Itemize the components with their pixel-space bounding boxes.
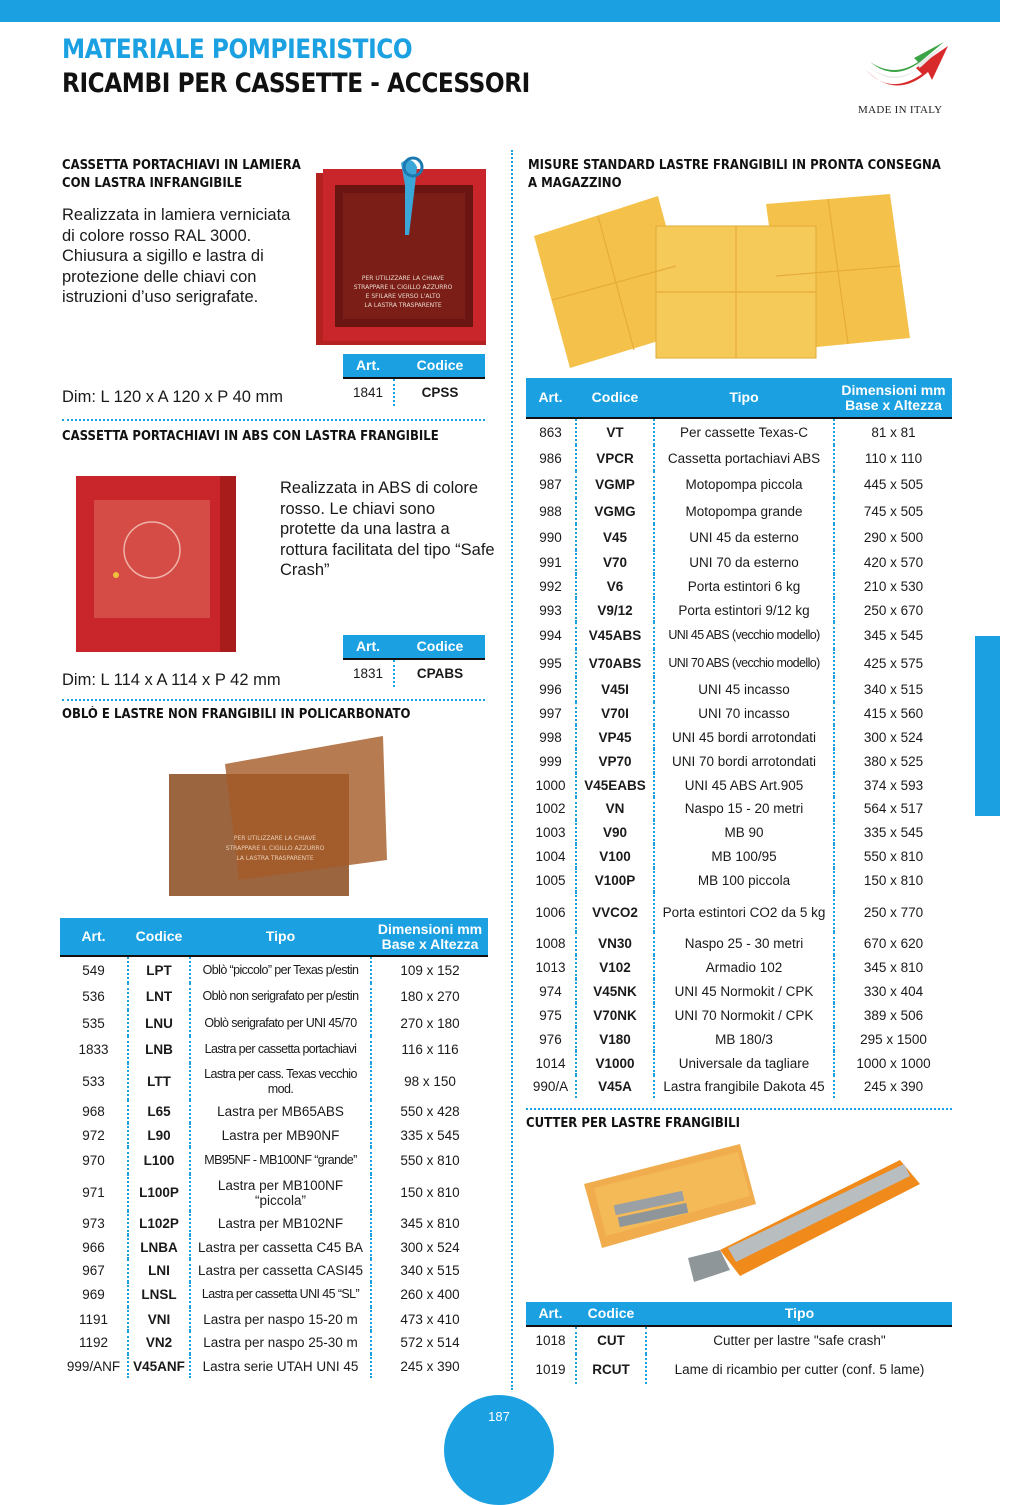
cell-dimensioni: 425 x 575 bbox=[834, 649, 952, 677]
cell-codice: LNT bbox=[128, 983, 190, 1010]
table-row bbox=[526, 979, 952, 1003]
col-header-tipo: Tipo bbox=[190, 918, 371, 956]
svg-text:STRAPPARE IL CIGILLO AZZURRO: STRAPPARE IL CIGILLO AZZURRO bbox=[225, 845, 325, 852]
cell-art: 1013 bbox=[535, 959, 566, 975]
cell-tipo: Lastra per MB90NF bbox=[190, 1123, 371, 1147]
section-title-polycarbonate: OBLÒ E LASTRE NON FRANGIBILI IN POLICARBONATO bbox=[62, 707, 411, 722]
metal-keybox-dimensions: Dim: L 120 x A 120 x P 40 mm bbox=[62, 388, 284, 406]
table-row bbox=[526, 1075, 952, 1098]
section-title-line: CASSETTA PORTACHIAVI IN LAMIERA bbox=[62, 158, 301, 173]
svg-text:PER UTILIZZARE LA CHIAVE: PER UTILIZZARE LA CHIAVE bbox=[233, 835, 317, 842]
cell-art: 1002 bbox=[535, 801, 566, 816]
cell-tipo: Porta estintori 6 kg bbox=[654, 574, 834, 598]
cell-tipo: Lastra serie UTAH UNI 45 bbox=[190, 1354, 371, 1378]
cell-dimensioni: 1000 x 1000 bbox=[834, 1051, 952, 1075]
table-row bbox=[60, 1123, 488, 1147]
cell-dimensioni: 150 x 810 bbox=[371, 1174, 488, 1211]
cell-codice: V180 bbox=[576, 1027, 654, 1051]
section-title-cutter: CUTTER PER LASTRE FRANGIBILI bbox=[526, 1116, 740, 1131]
cell-art: 1000 bbox=[535, 777, 566, 793]
cell-dimensioni: 473 x 410 bbox=[371, 1307, 488, 1331]
cell-dimensioni: 116 x 116 bbox=[371, 1036, 488, 1063]
section-title-line: CON LASTRA INFRANGIBILE bbox=[62, 176, 243, 191]
cell-art: 992 bbox=[539, 578, 562, 594]
cell-dimensioni: 330 x 404 bbox=[834, 979, 952, 1003]
cell-tipo: Lastra per cassetta CASI45 bbox=[190, 1259, 371, 1282]
table-row bbox=[526, 524, 952, 550]
cell-codice: V100 bbox=[576, 844, 654, 868]
page-category-title: MATERIALE POMPIERISTICO bbox=[62, 34, 413, 65]
cell-tipo: UNI 70 da esterno bbox=[654, 550, 834, 574]
cell-tipo: Lastra per MB102NF bbox=[190, 1211, 371, 1235]
cell-art: 971 bbox=[82, 1185, 105, 1200]
metal-keybox-image bbox=[313, 155, 488, 350]
col-header-tipo: Tipo bbox=[654, 378, 834, 418]
cell-tipo: Lastra per cassetta UNI 45 “SL” bbox=[190, 1282, 371, 1307]
cell-codice: L102P bbox=[128, 1211, 190, 1235]
cell-dimensioni: 245 x 390 bbox=[834, 1075, 952, 1098]
cell-art: 990 bbox=[539, 529, 562, 545]
table-row bbox=[343, 378, 485, 406]
section-title-frangible-plates bbox=[528, 157, 941, 193]
cutter-table bbox=[526, 1302, 952, 1384]
cell-dimensioni: 380 x 525 bbox=[834, 749, 952, 773]
table-row bbox=[526, 932, 952, 955]
cell-art: 993 bbox=[539, 602, 562, 618]
cell-dimensioni: 340 x 515 bbox=[371, 1259, 488, 1282]
cell-tipo: Lastra per naspo 25-30 m bbox=[190, 1331, 371, 1354]
cell-codice: V70I bbox=[576, 702, 654, 725]
col-header-codice: Codice bbox=[576, 378, 654, 418]
cell-dimensioni: 564 x 517 bbox=[834, 797, 952, 820]
cell-codice: V45A bbox=[576, 1075, 654, 1098]
cell-dimensioni: 745 x 505 bbox=[834, 498, 952, 524]
table-row bbox=[526, 1051, 952, 1075]
cell-codice: LNBA bbox=[128, 1235, 190, 1259]
cell-dimensioni: 245 x 390 bbox=[371, 1354, 488, 1378]
cell-art: 1006 bbox=[535, 904, 566, 920]
cell-art: 1014 bbox=[535, 1055, 566, 1071]
cell-art: 863 bbox=[539, 424, 562, 440]
cell-codice: LNSL bbox=[128, 1282, 190, 1307]
cell-dimensioni: 670 x 620 bbox=[834, 932, 952, 955]
made-in-italy-text: MADE IN ITALY bbox=[858, 104, 943, 116]
cell-codice: CPSS bbox=[394, 378, 485, 406]
section-title-line: MISURE STANDARD LASTRE FRANGIBILI IN PRONTA CONSEGNA bbox=[528, 158, 941, 173]
table-row bbox=[526, 598, 952, 622]
cell-art: 1841 bbox=[352, 385, 384, 400]
table-row bbox=[60, 1010, 488, 1036]
table-row bbox=[60, 956, 488, 983]
cell-dimensioni: 110 x 110 bbox=[834, 445, 952, 471]
table-row bbox=[60, 1259, 488, 1282]
cell-dimensioni: 270 x 180 bbox=[371, 1010, 488, 1036]
table-row bbox=[526, 498, 952, 524]
cell-art: 1005 bbox=[535, 872, 566, 888]
cell-dimensioni: 420 x 570 bbox=[834, 550, 952, 574]
top-accent-bar bbox=[0, 0, 1000, 22]
cell-dimensioni: 550 x 810 bbox=[371, 1147, 488, 1174]
cell-codice: V45NK bbox=[576, 979, 654, 1003]
cell-dimensioni: 335 x 545 bbox=[371, 1123, 488, 1147]
section-divider bbox=[62, 419, 485, 421]
cell-tipo: Oblò non serigrafato per p/estin bbox=[190, 983, 371, 1010]
table-row bbox=[343, 659, 485, 687]
section-title-metal-keybox bbox=[62, 157, 301, 193]
cell-codice: V70NK bbox=[576, 1003, 654, 1027]
cell-codice: LTT bbox=[128, 1063, 190, 1100]
cell-art: 986 bbox=[539, 450, 562, 466]
cell-dimensioni: 550 x 810 bbox=[834, 844, 952, 868]
cell-art: 1833 bbox=[78, 1042, 109, 1057]
cell-dimensioni: 335 x 545 bbox=[834, 820, 952, 844]
cell-art: 536 bbox=[82, 989, 105, 1004]
cell-art: 1019 bbox=[535, 1361, 566, 1377]
cell-codice: CPABS bbox=[394, 659, 485, 687]
cell-tipo: Lastra per naspo 15-20 m bbox=[190, 1307, 371, 1331]
table-row bbox=[526, 773, 952, 797]
cell-art: 974 bbox=[539, 983, 562, 999]
cell-tipo: Armadio 102 bbox=[654, 955, 834, 979]
cell-art: 549 bbox=[82, 962, 105, 978]
cell-dimensioni: 290 x 500 bbox=[834, 524, 952, 550]
cell-art: 991 bbox=[539, 554, 562, 570]
cell-art: 998 bbox=[539, 729, 562, 745]
cell-art: 972 bbox=[82, 1127, 105, 1143]
cell-tipo: MB 180/3 bbox=[654, 1027, 834, 1051]
cell-tipo: UNI 70 bordi arrotondati bbox=[654, 749, 834, 773]
cell-tipo: Naspo 25 - 30 metri bbox=[654, 932, 834, 955]
table-row bbox=[526, 471, 952, 498]
table-row bbox=[526, 955, 952, 979]
cell-tipo: Per cassette Texas-C bbox=[654, 418, 834, 445]
col-header-codice: Codice bbox=[394, 354, 485, 378]
cell-art: 967 bbox=[82, 1263, 105, 1278]
cell-dimensioni: 300 x 524 bbox=[834, 725, 952, 749]
table-row bbox=[60, 983, 488, 1010]
metal-keybox-table bbox=[343, 354, 485, 406]
section-title-abs-keybox: CASSETTA PORTACHIAVI IN ABS CON LASTRA FRANGIBILE bbox=[62, 429, 439, 444]
col-header-art: Art. bbox=[60, 918, 128, 956]
cell-codice: CUT bbox=[576, 1326, 646, 1354]
table-row bbox=[526, 445, 952, 471]
cell-art: 987 bbox=[539, 477, 562, 492]
cell-art: 994 bbox=[539, 628, 562, 643]
cell-codice: V9/12 bbox=[576, 598, 654, 622]
section-title-line: A MAGAZZINO bbox=[528, 176, 622, 191]
col-header-art: Art. bbox=[526, 1302, 576, 1326]
cell-codice: V45I bbox=[576, 677, 654, 702]
cell-codice: V102 bbox=[576, 955, 654, 979]
cell-tipo: UNI 70 incasso bbox=[654, 702, 834, 725]
table-row bbox=[526, 1003, 952, 1027]
table-row bbox=[60, 1063, 488, 1100]
table-row bbox=[60, 1174, 488, 1211]
cell-codice: LPT bbox=[128, 956, 190, 983]
svg-text:LA LASTRA TRASPARENTE: LA LASTRA TRASPARENTE bbox=[236, 855, 314, 862]
col-header-dimensioni: Dimensioni mm Base x Altezza bbox=[371, 918, 488, 956]
cell-tipo: Naspo 15 - 20 metri bbox=[654, 797, 834, 820]
table-row bbox=[526, 1027, 952, 1051]
cell-codice: VVCO2 bbox=[576, 892, 654, 932]
cell-art: 1018 bbox=[535, 1333, 566, 1348]
table-row bbox=[526, 702, 952, 725]
cell-codice: VP45 bbox=[576, 725, 654, 749]
table-row bbox=[526, 797, 952, 820]
cell-codice: V6 bbox=[576, 574, 654, 598]
abs-keybox-image bbox=[72, 470, 242, 655]
cell-art: 1008 bbox=[535, 936, 566, 951]
table-row bbox=[60, 1211, 488, 1235]
svg-text:PER UTILIZZARE LA CHIAVE: PER UTILIZZARE LA CHIAVE bbox=[361, 275, 445, 282]
cell-tipo: Cassetta portachiavi ABS bbox=[654, 445, 834, 471]
table-row bbox=[526, 550, 952, 574]
cell-tipo: Lame di ricambio per cutter (conf. 5 lame) bbox=[646, 1354, 952, 1384]
cell-dimensioni: 250 x 770 bbox=[834, 892, 952, 932]
table-row bbox=[526, 677, 952, 702]
table-row bbox=[60, 1282, 488, 1307]
table-row bbox=[60, 1235, 488, 1259]
cell-art: 966 bbox=[82, 1239, 105, 1255]
svg-text:E SFILARE VERSO L'ALTO: E SFILARE VERSO L'ALTO bbox=[365, 293, 441, 300]
cell-codice: VP70 bbox=[576, 749, 654, 773]
cell-art: 975 bbox=[539, 1007, 562, 1023]
cell-tipo: Lastra per cassetta C45 BA bbox=[190, 1235, 371, 1259]
cell-art: 999 bbox=[539, 753, 562, 769]
cell-codice: V45ABS bbox=[576, 622, 654, 649]
cell-art: 976 bbox=[539, 1031, 562, 1047]
cell-dimensioni: 345 x 545 bbox=[834, 622, 952, 649]
col-header-codice: Codice bbox=[394, 635, 485, 659]
cell-art: 1003 bbox=[535, 824, 566, 840]
polycarbonate-plates-image bbox=[165, 730, 390, 900]
cell-codice: V70ABS bbox=[576, 649, 654, 677]
cell-dimensioni: 81 x 81 bbox=[834, 418, 952, 445]
cell-tipo: UNI 45 ABS (vecchio modello) bbox=[654, 622, 834, 649]
cell-art: 973 bbox=[82, 1215, 105, 1231]
cell-tipo: Universale da tagliare bbox=[654, 1051, 834, 1075]
table-row bbox=[60, 1100, 488, 1123]
cell-tipo: MB95NF - MB100NF “grande” bbox=[190, 1147, 371, 1174]
table-row bbox=[526, 574, 952, 598]
cell-dimensioni: 210 x 530 bbox=[834, 574, 952, 598]
cell-codice: L90 bbox=[128, 1123, 190, 1147]
cell-codice: V70 bbox=[576, 550, 654, 574]
cell-dimensioni: 445 x 505 bbox=[834, 471, 952, 498]
col-header-codice: Codice bbox=[128, 918, 190, 956]
cell-codice: VNI bbox=[128, 1307, 190, 1331]
cell-tipo: Oblò “piccolo” per Texas p/estin bbox=[190, 956, 371, 983]
svg-text:LA LASTRA TRASPARENTE: LA LASTRA TRASPARENTE bbox=[364, 302, 442, 309]
cell-tipo: Porta estintori CO2 da 5 kg bbox=[654, 892, 834, 932]
col-header-codice: Codice bbox=[576, 1302, 646, 1326]
cell-tipo: Lastra per cassetta portachiavi bbox=[190, 1036, 371, 1063]
cell-dimensioni: 260 x 400 bbox=[371, 1282, 488, 1307]
cell-art: 988 bbox=[539, 503, 562, 519]
col-header-art: Art. bbox=[526, 378, 576, 418]
cell-tipo: Lastra per MB100NF “piccola” bbox=[190, 1174, 371, 1211]
table-row bbox=[526, 1354, 952, 1384]
cell-codice: VN30 bbox=[576, 932, 654, 955]
col-header-art: Art. bbox=[343, 354, 394, 378]
cell-tipo: Lastra per MB65ABS bbox=[190, 1100, 371, 1123]
cell-art: 533 bbox=[82, 1074, 105, 1089]
cell-tipo: Lastra per cass. Texas vecchio mod. bbox=[190, 1063, 371, 1100]
col-header-dimensioni: Dimensioni mm Base x Altezza bbox=[834, 378, 952, 418]
table-row bbox=[526, 820, 952, 844]
section-divider bbox=[526, 1108, 952, 1110]
frangible-plates-image bbox=[530, 190, 950, 370]
cell-tipo: Cutter per lastre "safe crash" bbox=[646, 1326, 952, 1354]
cell-dimensioni: 340 x 515 bbox=[834, 677, 952, 702]
cell-codice: VPCR bbox=[576, 445, 654, 471]
cell-codice: VT bbox=[576, 418, 654, 445]
cell-codice: LNI bbox=[128, 1259, 190, 1282]
col-header-tipo: Tipo bbox=[646, 1302, 952, 1326]
abs-keybox-dimensions: Dim: L 114 x A 114 x P 42 mm bbox=[62, 671, 281, 689]
page-title: RICAMBI PER CASSETTE - ACCESSORI bbox=[62, 68, 530, 99]
frangible-plates-table bbox=[526, 378, 952, 1098]
col-header-art: Art. bbox=[343, 635, 394, 659]
table-row bbox=[526, 844, 952, 868]
cell-codice: L100P bbox=[128, 1174, 190, 1211]
cell-codice: RCUT bbox=[576, 1354, 646, 1384]
cell-tipo: MB 100 piccola bbox=[654, 868, 834, 892]
cell-dimensioni: 389 x 506 bbox=[834, 1003, 952, 1027]
cell-art: 999/ANF bbox=[66, 1358, 121, 1374]
cell-art: 996 bbox=[539, 682, 562, 697]
cell-codice: L100 bbox=[128, 1147, 190, 1174]
cell-codice: LNB bbox=[128, 1036, 190, 1063]
cell-dimensioni: 345 x 810 bbox=[371, 1211, 488, 1235]
cell-art: 968 bbox=[82, 1104, 105, 1119]
cell-art: 1831 bbox=[352, 666, 384, 681]
cell-tipo: Motopompa piccola bbox=[654, 471, 834, 498]
cutter-image bbox=[570, 1140, 930, 1295]
cell-tipo: UNI 45 da esterno bbox=[654, 524, 834, 550]
cell-art: 990/A bbox=[532, 1079, 569, 1094]
cell-codice: V45EABS bbox=[576, 773, 654, 797]
cell-art: 1004 bbox=[535, 848, 566, 864]
polycarbonate-table bbox=[60, 918, 488, 1378]
cell-dimensioni: 250 x 670 bbox=[834, 598, 952, 622]
side-tab-marker bbox=[975, 636, 1000, 816]
cell-codice: VGMG bbox=[576, 498, 654, 524]
cell-codice: VGMP bbox=[576, 471, 654, 498]
cell-art: 995 bbox=[539, 655, 562, 671]
page-number-badge bbox=[444, 1395, 554, 1505]
table-row bbox=[526, 868, 952, 892]
cell-art: 535 bbox=[82, 1015, 105, 1031]
table-row bbox=[526, 622, 952, 649]
cell-dimensioni: 180 x 270 bbox=[371, 983, 488, 1010]
cell-dimensioni: 98 x 150 bbox=[371, 1063, 488, 1100]
cell-dimensioni: 295 x 1500 bbox=[834, 1027, 952, 1051]
cell-codice: V45ANF bbox=[128, 1354, 190, 1378]
cell-dimensioni: 572 x 514 bbox=[371, 1331, 488, 1354]
cell-art: 969 bbox=[82, 1287, 105, 1302]
svg-text:STRAPPARE IL CIGILLO AZZURRO: STRAPPARE IL CIGILLO AZZURRO bbox=[353, 284, 453, 291]
cell-tipo: UNI 45 bordi arrotondati bbox=[654, 725, 834, 749]
table-row bbox=[60, 1307, 488, 1331]
abs-keybox-description: Realizzata in ABS di colore rosso. Le chiavi sono protette da una lastra a rottura facilitata del tipo “Safe Crash” bbox=[280, 479, 495, 579]
cell-tipo: UNI 45 ABS Art.905 bbox=[654, 773, 834, 797]
table-row bbox=[526, 725, 952, 749]
cell-tipo: Oblò serigrafato per UNI 45/70 bbox=[190, 1010, 371, 1036]
table-row bbox=[60, 1331, 488, 1354]
cell-tipo: MB 90 bbox=[654, 820, 834, 844]
cell-tipo: Motopompa grande bbox=[654, 498, 834, 524]
cell-codice: V45 bbox=[576, 524, 654, 550]
cell-codice: LNU bbox=[128, 1010, 190, 1036]
cell-art: 1192 bbox=[78, 1335, 109, 1350]
cell-dimensioni: 300 x 524 bbox=[371, 1235, 488, 1259]
cell-art: 997 bbox=[539, 706, 562, 721]
table-row bbox=[526, 1326, 952, 1354]
cell-tipo: UNI 45 incasso bbox=[654, 677, 834, 702]
cell-codice: VN2 bbox=[128, 1331, 190, 1354]
cell-tipo: UNI 45 Normokit / CPK bbox=[654, 979, 834, 1003]
cell-codice: V90 bbox=[576, 820, 654, 844]
cell-codice: L65 bbox=[128, 1100, 190, 1123]
table-row bbox=[526, 418, 952, 445]
cell-art: 970 bbox=[82, 1153, 105, 1168]
cell-codice: VN bbox=[576, 797, 654, 820]
cell-dimensioni: 345 x 810 bbox=[834, 955, 952, 979]
metal-keybox-description: Realizzata in lamiera verniciata di colore rosso RAL 3000. Chiusura a sigillo e lastra di protezione delle chiavi con istruzioni d’uso serigrafate. bbox=[62, 206, 291, 306]
cell-tipo: Porta estintori 9/12 kg bbox=[654, 598, 834, 622]
cell-dimensioni: 415 x 560 bbox=[834, 702, 952, 725]
table-row bbox=[60, 1147, 488, 1174]
table-row bbox=[526, 649, 952, 677]
cell-dimensioni: 109 x 152 bbox=[371, 956, 488, 983]
cell-codice: V1000 bbox=[576, 1051, 654, 1075]
cell-tipo: UNI 70 Normokit / CPK bbox=[654, 1003, 834, 1027]
cell-dimensioni: 374 x 593 bbox=[834, 773, 952, 797]
table-row bbox=[60, 1354, 488, 1378]
table-row bbox=[526, 892, 952, 932]
section-divider bbox=[62, 699, 485, 701]
abs-keybox-table bbox=[343, 635, 485, 687]
cell-tipo: MB 100/95 bbox=[654, 844, 834, 868]
page-number: 187 bbox=[488, 1409, 510, 1424]
cell-codice: V100P bbox=[576, 868, 654, 892]
table-row bbox=[60, 1036, 488, 1063]
cell-tipo: Lastra frangibile Dakota 45 bbox=[654, 1075, 834, 1098]
cell-dimensioni: 150 x 810 bbox=[834, 868, 952, 892]
cell-art: 1191 bbox=[78, 1311, 109, 1327]
column-divider bbox=[511, 150, 513, 1390]
cell-tipo: UNI 70 ABS (vecchio modello) bbox=[654, 649, 834, 677]
cell-dimensioni: 550 x 428 bbox=[371, 1100, 488, 1123]
table-row bbox=[526, 749, 952, 773]
